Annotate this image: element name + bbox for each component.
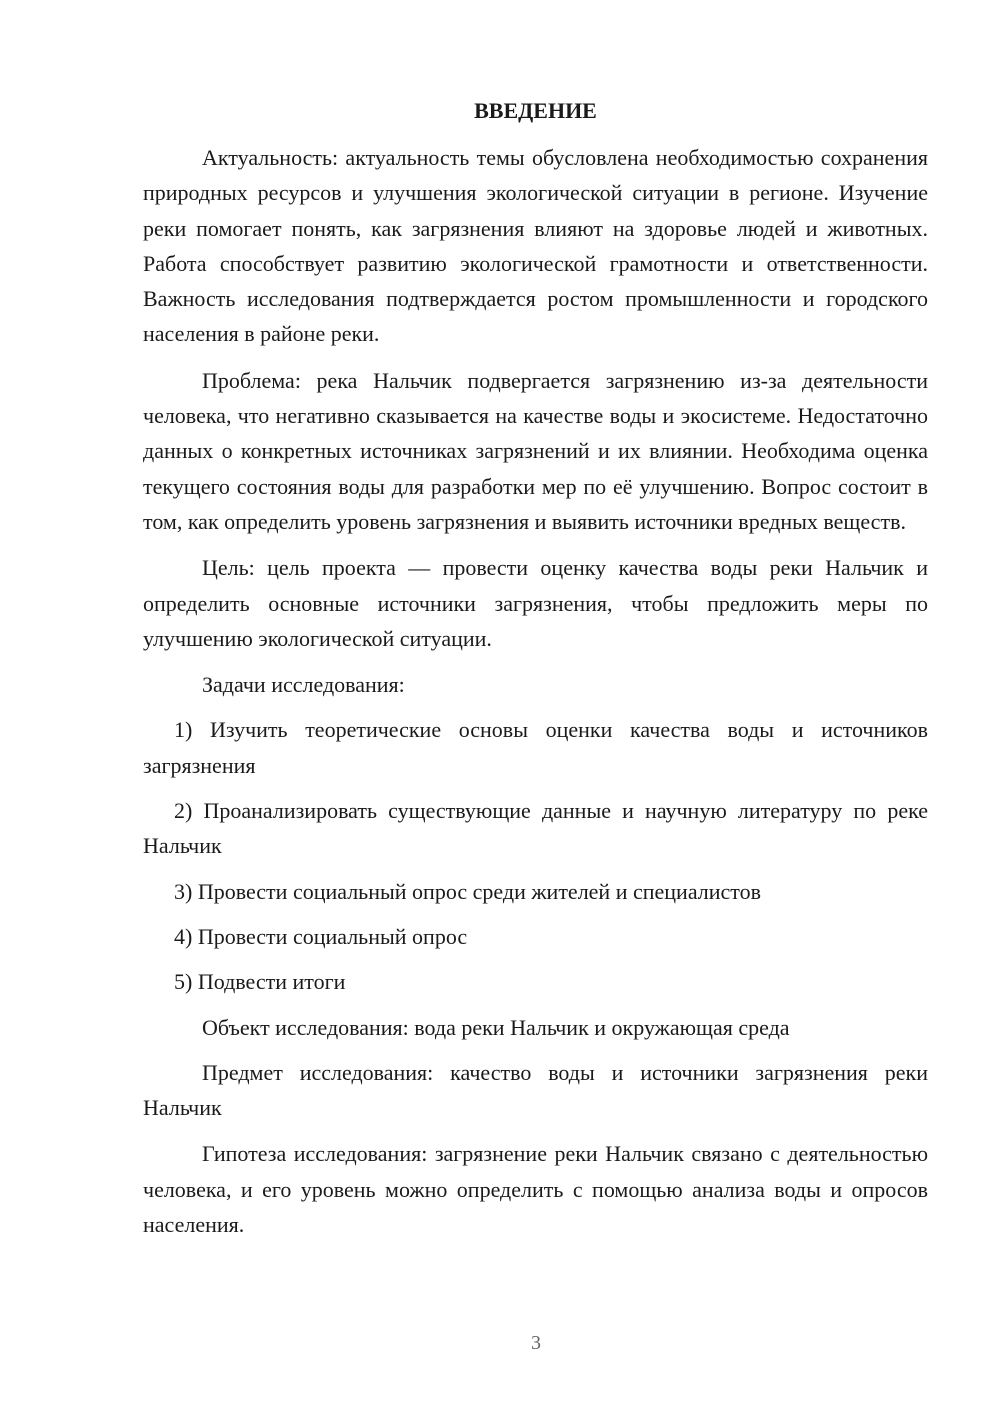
paragraph-relevance: Актуальность: актуальность темы обусловлена необходимостью сохранения природных ресурсов и улучшения экологической ситуации в регионе. Изучение реки помогает понять, как загрязнения влияют на здоровье людей и животных. Работа способствует развитию экологической грамотности и ответственности. Важность исследования подтверждается ростом промышленности и городского населения в районе реки. <box>143 145 928 347</box>
page-body <box>143 96 928 1242</box>
paragraph-subject: Предмет исследования: качество воды и источники загрязнения реки Нальчик <box>143 1059 928 1121</box>
paragraph-hypothesis: Гипотеза исследования: загрязнение реки Нальчик связано с деятельностью человека, и его уровень можно определить с помощью анализа воды и опросов населения. <box>143 1141 928 1238</box>
task-item-1: 1) Изучить теоретические основы оценки качества воды и источников загрязнения <box>143 717 928 778</box>
task-item-2: 2) Проанализировать существующие данные и научную литературу по реке Нальчик <box>143 798 928 859</box>
paragraph-goal: Цель: цель проекта — провести оценку качества воды реки Нальчик и определить основные источники загрязнения, чтобы предложить меры по улучшению экологической ситуации. <box>143 555 928 651</box>
task-item-3: 3) Провести социальный опрос среди жителей и специалистов <box>174 878 762 904</box>
paragraph-object: Объект исследования: вода реки Нальчик и окружающая среда <box>202 1014 790 1040</box>
paragraph-problem: Проблема: река Нальчик подвергается загрязнению из-за деятельности человека, что негативно сказывается на качестве воды и экосистеме. Недостаточно данных о конкретных источниках загрязнений и их влиянии. Необходима оценка текущего состояния воды для разработки мер по её улучшению. Вопрос состоит в том, как определить уровень загрязнения и выявить источники вредных веществ. <box>143 367 928 534</box>
page-number: 3 <box>531 1332 541 1354</box>
task-item-5: 5) Подвести итоги <box>174 969 346 995</box>
heading-container <box>143 96 928 140</box>
section-heading: ВВЕДЕНИЕ <box>474 98 597 123</box>
paragraph-tasks-intro: Задачи исследования: <box>202 672 405 698</box>
task-item-4: 4) Провести социальный опрос <box>174 923 468 949</box>
